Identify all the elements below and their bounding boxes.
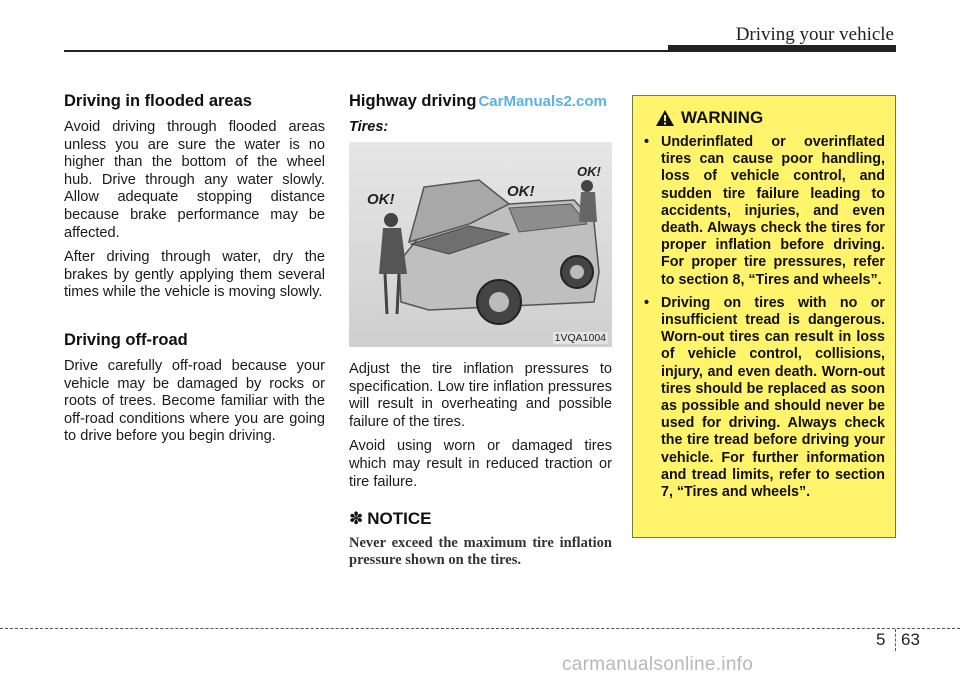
header-rule-accent bbox=[668, 45, 896, 52]
notice-heading bbox=[349, 509, 612, 529]
highway-driving-heading bbox=[349, 92, 612, 111]
page-number: 63 bbox=[901, 630, 920, 649]
highway-driving-title: Highway driving bbox=[349, 92, 477, 110]
page-number-separator bbox=[895, 629, 896, 651]
notice-star-icon: ✽ bbox=[349, 509, 364, 529]
worn-tires-paragraph: Avoid using worn or damaged tires which may result in reduced traction or tire failure. bbox=[349, 438, 612, 490]
warning-triangle-icon bbox=[655, 109, 675, 127]
column-middle bbox=[349, 92, 612, 569]
warning-title: WARNING bbox=[681, 108, 764, 127]
section-number: 5 bbox=[876, 630, 886, 649]
ok-bubble-center: OK! bbox=[507, 183, 535, 200]
tire-pressure-paragraph: Adjust the tire inflation pressures to specification. Low tire inflation pressures will result in overheating and possible failure of the tires. bbox=[349, 361, 612, 430]
column-left bbox=[64, 92, 325, 453]
warning-heading bbox=[655, 108, 885, 128]
footer-rule bbox=[0, 628, 960, 629]
flooded-areas-heading: Driving in flooded areas bbox=[64, 92, 252, 110]
header-rule bbox=[64, 50, 670, 52]
warning-list bbox=[643, 134, 885, 501]
figure-code: 1VQA1004 bbox=[554, 332, 606, 344]
warning-item-tire-inflation: • Underinflated or overinflated tires can cause poor handling, loss of vehicle control, and sudden tire failure leading to accidents, injuries, and even death. Always check the tires for proper inflation before driving. For proper tire pressures, refer to section 8, “Tires and wheels”. bbox=[643, 134, 885, 289]
warning-item-tire-tread: • Driving on tires with no or insufficient tread is dangerous. Worn-out tires can result in loss of vehicle control, collisions, injury, and even death. Worn-out tires should be replaced as soon as possible and should never be used for driving. Always check the tire tread before driving your vehicle. For further information and tread limits, refer to section 7, “Tires and wheels”. bbox=[643, 295, 885, 501]
flooded-areas-paragraph-2: After driving through water, dry the brakes by gently applying them several times while the vehicle is moving slowly. bbox=[64, 249, 325, 301]
running-header: Driving your vehicle bbox=[735, 24, 894, 45]
off-road-paragraph: Drive carefully off-road because your vehicle may be damaged by rocks or roots of trees. Become familiar with the off-road conditions where you are going to drive before you begin driving. bbox=[64, 357, 325, 445]
notice-title: NOTICE bbox=[367, 509, 432, 529]
ok-bubble-right: OK! bbox=[577, 164, 601, 179]
tire-check-illustration bbox=[349, 142, 612, 347]
notice-text: Never exceed the maximum tire inflation pressure shown on the tires. bbox=[349, 535, 612, 569]
suv-illustration bbox=[349, 142, 612, 347]
ok-bubble-left: OK! bbox=[367, 191, 395, 208]
warning-box bbox=[632, 95, 896, 538]
flooded-areas-paragraph-1: Avoid driving through flooded areas unless you are sure the water is no higher than the bottom of the wheel hub. Drive through any water slowly. Allow adequate stopping distance because brake performance may be affected. bbox=[64, 119, 325, 241]
carmanuals-watermark: CarManuals2.com bbox=[478, 93, 607, 110]
site-watermark: carmanualsonline.info bbox=[562, 654, 754, 675]
off-road-heading: Driving off-road bbox=[64, 330, 188, 349]
tires-subheading: Tires: bbox=[349, 119, 389, 135]
